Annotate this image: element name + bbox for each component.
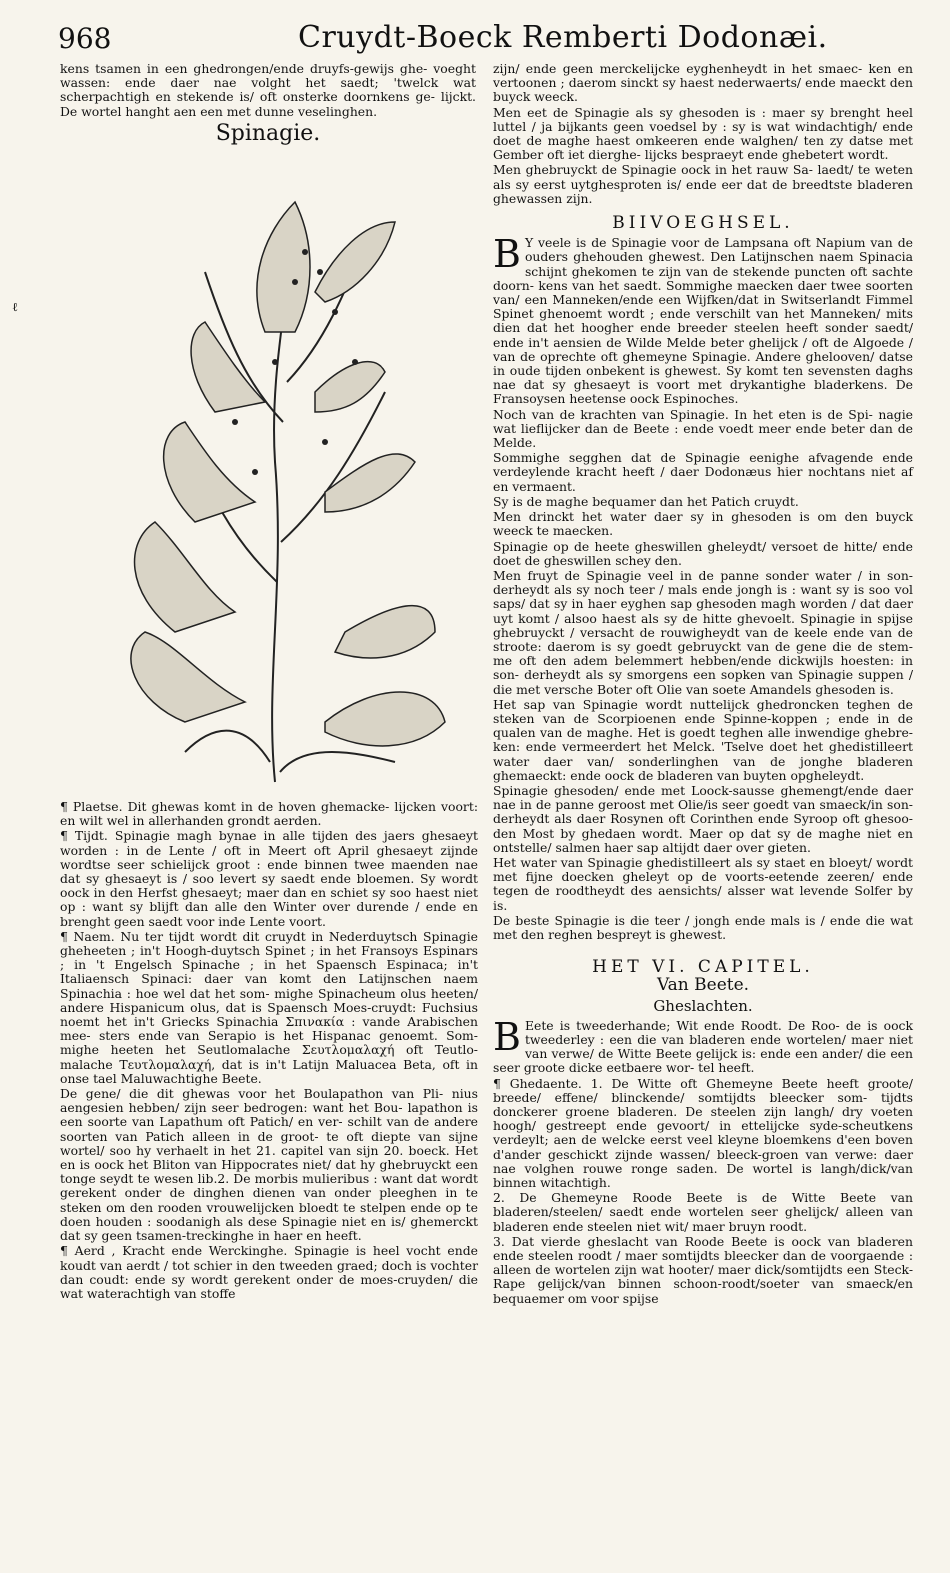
left-column-bottom	[60, 800, 478, 1302]
paragraph: zijn/ ende geen merckelijcke eyghenheydt in het smaec- ken en vertoonen ; daerom sinckt sy haest nederwaerts/ ende maeckt den buyck weeck.	[493, 61, 913, 105]
chapter-title: Van Beete.	[656, 975, 750, 996]
paragraph: kens tsamen in een ghedrongen/ende druyfs-gewijs ghe- voeght wassen: ende daer nae volght het saedt; 'twelck wat scherpachtigh en stekende is/ oft onsterke doornkens ge- lijckt. De wortel hanght aen een met dunne veselinghen.	[60, 61, 476, 119]
paragraph: De beste Spinagie is die teer / jongh ende mals is / ende die wat met den reghen bespreyt is ghewest.	[493, 912, 913, 942]
paragraph: Sy is de maghe bequamer dan het Patich cruydt.	[493, 493, 799, 509]
paragraph: 3. Dat vierde gheslacht van Roode Beete is oock van bladeren ende steelen roodt / maer somtijdts bleecker dan de voorgaende : alleen de wortelen zijn wat hooter/ maer dick/somtijdts een Steck-Rape gelijck/van binnen schoon-roodt/soeter van smaeck/en bequaemer om voor spijse	[493, 1233, 913, 1306]
margin-mark: ℓ	[12, 300, 18, 314]
leaf	[335, 606, 435, 658]
paragraph-tijdt: ¶ Tijdt. Spinagie magh bynae in alle tijden des jaers ghesaeyt worden : in de Lente / oft in Meert oft April ghesaeyt zijnde wordtse seer schielijck groot : ende binnen twee maenden nae dat sy ghesaeyt is / soo levert sy saedt ende bloemen. Sy wordt oock in den Herfst ghesaeyt; maer dan en schiet sy soo haest niet op : want sy blijft dan alle den Winter over durende / ende en brenght geen saedt voor inde Lente voort.	[60, 828, 478, 929]
leaf	[325, 692, 445, 746]
leaf	[164, 422, 255, 522]
drop-cap: B	[493, 232, 521, 277]
paragraph: Noch van de krachten van Spinagie. In het eten is de Spi- nagie wat lieflijcker dan de Beete : ende voedt meer ende beter dan de Melde.	[493, 406, 913, 451]
bijvoeghsel-heading: BIIVOEGHSEL.	[612, 213, 794, 234]
paragraph: Sommighe segghen dat de Spinagie eenighe afvagende ende verdeylende kracht heeft / daer Dodonæus hier nochtans niet af en vermaent.	[493, 450, 913, 494]
leaf	[315, 362, 385, 412]
chapter-heading: HET VI. CAPITEL.	[592, 957, 814, 978]
paragraph: Het sap van Spinagie wordt nuttelijck ghedroncken teghen de steken van de Scorpioenen ende Spinne-koppen ; ende in de qualen van de maghe. Het is goedt teghen alle inwendige ghebre- ken: ende vermeerdert het Melck. 'Tselve doet het ghedistilleert water daer van/ sonderlinghen van de jonghe bladeren ghemaeckt: ende oock de bladeren van buyten opgheleydt.	[493, 696, 913, 783]
paragraph-ghedaente: ¶ Ghedaente. 1. De Witte oft Ghemeyne Beete heeft groote/ breede/ effene/ blinckende/ somtijdts bleecker som- tijdts donckerer groene bladeren. De steelen zijn langh/ dry voeten hoogh/ gestreept ende gevoort/ in ettelijcke syde-scheutkens verdeylt; aen de welcke eerst veel kleyne bloemkens d'een boven d'ander geschickt zijnde wassen/ bleeck-groen van verwe: daer nae volghen rouwe ronge saden. De wortel is langh/dick/van binnen witachtigh.	[493, 1075, 913, 1191]
paragraph-plaetse: ¶ Plaetse. Dit ghewas komt in de hoven ghemacke- lijcken voort: en wilt wel in allerhanden grondt aerden.	[60, 799, 478, 829]
paragraph: Spinagie op de heete gheswillen gheleydt/ versoet de hitte/ ende doet de gheswillen schey den.	[493, 538, 913, 568]
paragraph: 2. De Ghemeyne Roode Beete is de Witte Beete van bladeren/steelen/ saedt ende wortelen seer ghelijck/ alleen van bladeren ende steelen niet wit/ maer bruyn roodt.	[493, 1190, 913, 1234]
section-heading: Spinagie.	[215, 120, 321, 146]
paragraph-text: Y veele is de Spinagie voor de Lampsana oft Napium van de ouders ghehouden ghewest. Den Latijnschen naem Spinacia schijnt ghekomen te zijn van de stekende puncten oft sachte doorn- kens van het saedt. Sommighe maecken daer twee soorten van/ een Manneken/ende een Wijfken/dat in Switserlandt Fimmel Spinet ghenoemt wordt ; ende verschilt van het Manneken/ mits dien dat het hoogher ende breeder steelen heeft sonder saedt/ ende in't aensien de Wilde Melde beter ghelijck / oft de Algoede / van de oprechte oft ghemeyne Spinagie. Andere ghelooven/ datse in oude tijden onbekent is ghewest. Sy komt ten sevensten daghs nae dat sy ghesaeyt is voort met drykantighe bladerkens. De Fransoysen heetense oock Espinoches.	[493, 235, 913, 407]
drop-cap: B	[493, 1014, 521, 1059]
spinach-woodcut-illustration	[95, 162, 475, 790]
right-column	[493, 62, 913, 1307]
leaf	[325, 454, 415, 512]
paragraph: Men eet de Spinagie als sy ghesoden is : maer sy brenght heel luttel / ja bijkants geen voedsel by : sy is wat windachtigh/ ende doet de maghe haest omkeeren ende walghen/ ten zy datse met Gember oft iet dierghe- lijcks bespraeyt ende ghebetert wordt.	[493, 104, 913, 163]
leaf	[131, 632, 245, 722]
paragraph: Het water van Spinagie ghedistilleert als sy staet en bloeyt/ wordt met fijne doecken gheleyt op de voorts-eetende zeeren/ ende tegen de roodtheydt des aensichts/ alsser wat levende Solfer by is.	[493, 854, 913, 913]
leaf	[135, 522, 235, 632]
paragraph-naem: ¶ Naem. Nu ter tijdt wordt dit cruydt in Nederduytsch Spinagie gheheeten ; in't Hoogh-duytsch Spinet ; in het Fransoys Espinars ; in 't Engelsch Spinache ; in het Spaensch Espinaca; in't Italiaensch Spinaci: daer van komt den Latijnschen naem Spinachia : hoe wel dat het som- mighe Spinacheum olus heeten/ andere Hispanicum olus, dat is Spaensch Moes-cruydt: Fuchsius noemt het in't Griecks Spinachia Σπινακία : vande Arabischen mee- sters ende van Serapio is het Hispanac genoemt. Som- mighe heeten het Seutlomalache Σευτλομαλαχή oft Teutlo- malache Τευτλομαλαχή, dat is in't Latijn Maluacea Beta, oft in onse tael Maluwachtighe Beete.	[60, 928, 478, 1086]
leaf	[315, 222, 395, 302]
paragraph: Men drinckt het water daer sy in ghesoden is om den buyck weeck te maecken.	[493, 509, 913, 539]
paragraph-aerd: ¶ Aerd , Kracht ende Werckinghe. Spinagie is heel vocht ende koudt van aerdt / tot schier in den tweeden graed; doch is vochter dan coudt: ende sy wordt gerekent onder de moes-cruyden/ die wat waterachtigh van stoffe	[60, 1243, 478, 1301]
page-number: 968	[58, 22, 112, 55]
paragraph: Men fruyt de Spinagie veel in de panne sonder water / in son- derheydt als sy noch teer / mals ende jongh is : want sy is soo vol saps/ dat sy in haer eyghen sap ghesoden magh worden / dat daer uyt komt / alsoo haest als sy de hitte ghevoelt. Spinagie in spijse ghebruyckt / versacht de rouwigheydt van de keele ende van de stroote: daerom is sy goedt gebruyckt van de gene die de stem- me oft den adem belemmert hebben/ende dickwijls hoesten: in son- derheydt als sy smorgens een sopken van Spinagie suppen / die met versche Boter oft Olie van soete Amandels ghesoden is.	[493, 567, 913, 697]
subheading: Gheslachten.	[653, 996, 753, 1015]
bijvoeghsel-first-paragraph	[493, 232, 913, 407]
paragraph: De gene/ die dit ghewas voor het Boulapathon van Pli- nius aengesien hebben/ zijn seer bedrogen: want het Bou- lapathon is een soorte van Lapathum oft Patich/ en ver- schilt van de andere soorten van Patich alleen in de groot- te oft diepte van sijne wortel/ soo hy verhaelt in het 21. capitel van sijn 20. boeck. Het en is oock het Bliton van Hippocrates niet/ dat hy ghebruyckt een tonge seydt te wesen lib.2. De morbis mulieribus : want dat wordt gerekent onder de dinghen dienen van onder pleeghen in te steken om den rooden vrouwelijcken bloedt te stelpen ende op te doen houden : soodanigh als dese Spinagie niet en is/ ghemerckt dat sy geen tsamen-treckinghe in haer en heeft.	[60, 1086, 478, 1244]
running-title: Cruydt-Boeck Remberti Dodonæi.	[298, 20, 828, 55]
paragraph: Men ghebruyckt de Spinagie oock in het rauw Sa- laedt/ te weten als sy eerst uytghesproten is/ ende eer dat de breedtste bladeren ghewassen zijn.	[493, 162, 913, 206]
leaf	[257, 202, 310, 332]
chapter-first-paragraph	[493, 1014, 913, 1076]
woodcut-drawing	[95, 162, 475, 790]
paragraph: Spinagie ghesoden/ ende met Loock-sausse ghemengt/ende daer nae in de panne geroost met Olie/is seer goedt van smaeck/in son- derheydt als daer Rosynen oft Corinthen ende Syroop oft ghesoo- den Most by ghedaen wordt. Maer op dat sy de maghe niet en ontstelle/ salmen haer sap altijdt daer over gieten.	[493, 782, 913, 855]
left-column-top	[60, 61, 476, 146]
paragraph-text: Eete is tweederhande; Wit ende Roodt. De Roo- de is oock tweederley : een die van bladeren ende wortelen/ maer niet van verwe/ de Witte Beete gelijck is: ende een ander/ die een seer groote dicke eetbaere wor- tel heeft.	[493, 1017, 913, 1076]
